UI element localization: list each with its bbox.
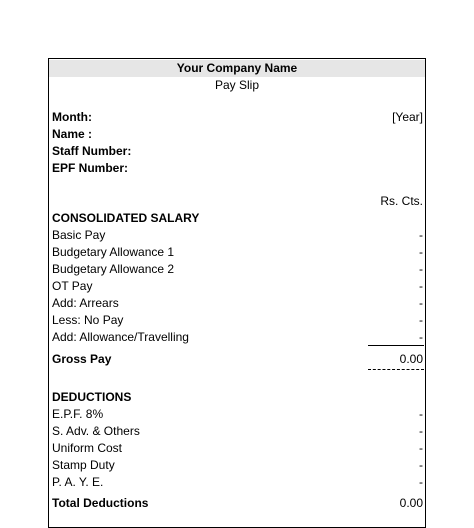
- deduction-item-label: Stamp Duty: [52, 458, 115, 472]
- deduction-item-value: -: [419, 475, 423, 489]
- staff-number-row: [49, 143, 425, 160]
- salary-item-value: -: [419, 296, 423, 310]
- deductions-heading-row: [49, 389, 425, 406]
- staff-number-label: Staff Number:: [52, 144, 132, 158]
- salary-row: [49, 261, 425, 278]
- salary-item-value: -: [419, 228, 423, 242]
- name-label: Name :: [52, 127, 93, 141]
- name-row: [49, 126, 425, 143]
- currency-header-row: [49, 193, 425, 210]
- deduction-item-value: -: [419, 407, 423, 421]
- gross-pay-label: Gross Pay: [52, 352, 112, 366]
- total-deductions-value: 0.00: [399, 496, 423, 510]
- salary-item-label: Budgetary Allowance 2: [52, 262, 175, 276]
- deduction-row: [49, 474, 425, 491]
- salary-item-label: OT Pay: [52, 279, 93, 293]
- deduction-item-value: -: [419, 458, 423, 472]
- company-name: Your Company Name: [49, 60, 425, 77]
- gross-pay-top-rule: [368, 345, 424, 346]
- pay-slip: [48, 58, 426, 528]
- deductions-heading: DEDUCTIONS: [52, 390, 132, 404]
- deduction-row: [49, 406, 425, 423]
- total-deductions-label: Total Deductions: [52, 496, 149, 510]
- deduction-row: [49, 423, 425, 440]
- month-row: [49, 109, 425, 126]
- salary-row: [49, 244, 425, 261]
- total-deductions-row: [49, 495, 425, 512]
- deduction-item-label: Uniform Cost: [52, 441, 123, 455]
- gross-pay-bottom-rule: [368, 369, 424, 370]
- salary-row: [49, 329, 425, 346]
- salary-row: [49, 278, 425, 295]
- salary-item-value: -: [419, 245, 423, 259]
- deduction-item-value: -: [419, 424, 423, 438]
- deduction-item-label: P. A. Y. E.: [52, 475, 104, 489]
- month-label: Month:: [52, 110, 92, 124]
- deduction-item-value: -: [419, 441, 423, 455]
- deduction-item-label: E.P.F. 8%: [52, 407, 104, 421]
- salary-item-value: -: [419, 279, 423, 293]
- deduction-row: [49, 440, 425, 457]
- salary-row: [49, 227, 425, 244]
- deduction-item-label: S. Adv. & Others: [52, 424, 140, 438]
- epf-number-label: EPF Number:: [52, 161, 129, 175]
- deduction-row: [49, 457, 425, 474]
- salary-item-value: -: [419, 262, 423, 276]
- salary-item-label: Budgetary Allowance 1: [52, 245, 175, 259]
- salary-item-value: -: [419, 330, 423, 344]
- year-value: [Year]: [392, 110, 423, 124]
- salary-item-label: Add: Allowance/Travelling: [52, 330, 189, 344]
- salary-item-label: Add: Arrears: [52, 296, 119, 310]
- salary-row: [49, 312, 425, 329]
- gross-pay-row: [49, 351, 425, 368]
- salary-heading: CONSOLIDATED SALARY: [52, 211, 200, 225]
- gross-pay-value: 0.00: [399, 352, 423, 366]
- salary-heading-row: [49, 210, 425, 227]
- salary-item-label: Less: No Pay: [52, 313, 124, 327]
- salary-item-value: -: [419, 313, 423, 327]
- salary-item-label: Basic Pay: [52, 228, 106, 242]
- epf-number-row: [49, 160, 425, 177]
- currency-header: Rs. Cts.: [380, 194, 423, 208]
- salary-row: [49, 295, 425, 312]
- pay-slip-title: Pay Slip: [214, 78, 260, 92]
